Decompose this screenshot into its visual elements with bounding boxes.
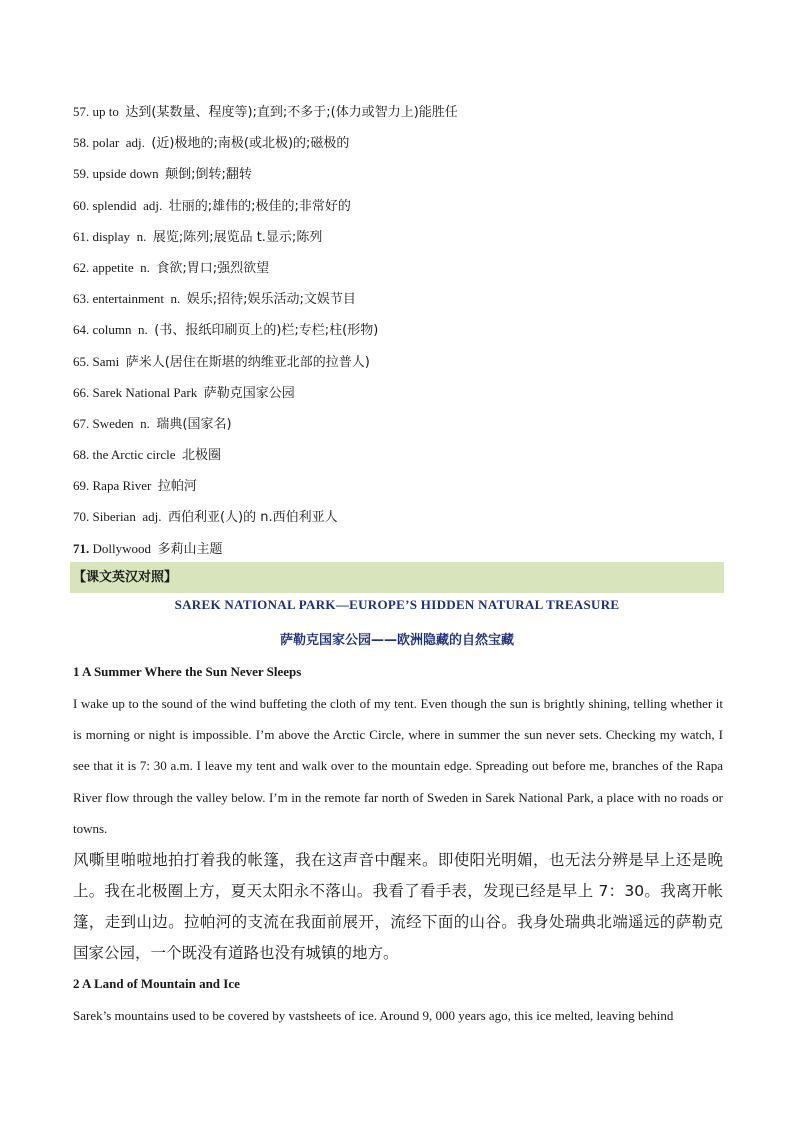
vocab-item bbox=[73, 127, 723, 158]
vocab-number: 66. bbox=[73, 384, 90, 400]
vocab-definition: 娱乐;招待;娱乐活动;文娱节目 bbox=[186, 292, 356, 308]
vocab-term: splendid bbox=[92, 197, 137, 213]
vocab-term: Dollywood bbox=[92, 540, 151, 556]
vocab-item bbox=[73, 314, 723, 345]
vocab-definition: 萨米人(居住在斯堪的纳维亚北部的拉普人) bbox=[125, 354, 370, 370]
vocab-number: 57. bbox=[73, 104, 90, 119]
vocab-number: 67. bbox=[73, 415, 90, 431]
vocab-term: the Arctic circle bbox=[92, 447, 176, 463]
title-english: SAREK NATIONAL PARK—EUROPE’S HIDDEN NATURAL TREASURE bbox=[174, 597, 620, 612]
vocab-definition: 壮丽的;雄伟的;极佳的;非常好的 bbox=[168, 198, 351, 214]
vocab-definition: 食欲;胃口;强烈欲望 bbox=[156, 260, 270, 276]
vocab-term: display bbox=[92, 228, 131, 244]
vocab-item bbox=[73, 439, 723, 470]
vocab-term: up to bbox=[92, 104, 119, 119]
vocab-number: 63. bbox=[73, 291, 90, 307]
vocab-item bbox=[73, 283, 723, 314]
vocab-term: polar bbox=[92, 135, 120, 151]
vocab-part-of-speech: n. bbox=[136, 228, 147, 244]
vocab-part-of-speech: adj. bbox=[143, 197, 163, 213]
vocab-item bbox=[73, 533, 723, 564]
vocab-item bbox=[73, 408, 723, 439]
vocab-definition: 西伯利亚(人)的 n.西伯利亚人 bbox=[167, 510, 338, 526]
vocab-number: 60. bbox=[73, 197, 90, 213]
vocab-number: 64. bbox=[73, 322, 90, 338]
section-heading-1: 1 A Summer Where the Sun Never Sleeps bbox=[73, 664, 302, 679]
vocab-definition: (近)极地的;南极(或北极)的;磁极的 bbox=[151, 136, 350, 152]
vocab-definition: 萨勒克国家公园 bbox=[203, 385, 295, 401]
vocab-part-of-speech: n. bbox=[170, 291, 181, 307]
vocabulary-list bbox=[73, 96, 723, 564]
vocab-item bbox=[73, 221, 723, 252]
vocab-part-of-speech: adj. bbox=[142, 509, 162, 525]
paragraph-1-chinese: 风嘶里啪啦地拍打着我的帐篷，我在这声音中醒来。即使阳光明媚，也无法分辨是早上还是晚上。我在北极圈上方，夏天太阳永不落山。我看了看手表，发现已经是早上 7：30。我离开帐篷，走到山边。拉帕河的支流在我面前展开，流经下面的山谷。我身处瑞典北端遥远的萨勒克国家公园，一个既没有道路也没有城镇的地方。 bbox=[73, 851, 723, 962]
vocab-definition: (书、报纸印刷页上的)栏;专栏;柱(形物) bbox=[154, 323, 379, 339]
vocab-item bbox=[73, 470, 723, 501]
vocab-item bbox=[73, 501, 723, 532]
vocab-item bbox=[73, 96, 723, 127]
vocab-number: 69. bbox=[73, 478, 90, 494]
vocab-item bbox=[73, 190, 723, 221]
vocab-definition: 拉帕河 bbox=[157, 479, 197, 495]
vocab-item bbox=[73, 377, 723, 408]
paragraph-1-english: I wake up to the sound of the wind buffeting the cloth of my tent. Even though the sun is brightly shining, telling whether it is morning or night is impossible. I’m above the Arctic Circle, where in summer the sun never sets. Checking my watch, I see that it is 7: 30 a.m. I leave my tent and walk over to the mountain edge. Spreading out before me, branches of the Rapa River flow through the valley below. I’m in the remote far north of Sweden in Sarek National Park, a place with no roads or towns. bbox=[73, 696, 723, 836]
vocab-definition: 达到(某数量、程度等);直到;不多于;(体力或智力上)能胜任 bbox=[125, 105, 458, 120]
vocab-term: Rapa River bbox=[92, 478, 152, 494]
vocab-number: 68. bbox=[73, 447, 90, 463]
vocab-definition: 北极圈 bbox=[182, 448, 222, 464]
vocab-term: Siberian bbox=[92, 509, 136, 525]
vocab-item bbox=[73, 158, 723, 189]
vocab-number: 61. bbox=[73, 228, 90, 244]
vocab-part-of-speech: adj. bbox=[125, 135, 145, 151]
vocab-number: 58. bbox=[73, 135, 90, 151]
section-heading-2: 2 A Land of Mountain and Ice bbox=[73, 976, 240, 991]
vocab-item bbox=[73, 346, 723, 377]
vocab-term: entertainment bbox=[92, 291, 164, 307]
vocab-definition: 瑞典(国家名) bbox=[156, 416, 232, 432]
vocab-part-of-speech: n. bbox=[138, 322, 148, 338]
title-chinese: 萨勒克国家公园——欧洲隐藏的自然宝藏 bbox=[279, 633, 514, 648]
vocab-term: upside down bbox=[92, 166, 159, 182]
paragraph-2-english: Sarek’s mountains used to be covered by vastsheets of ice. Around 9, 000 years ago, this ice melted, leaving behind bbox=[73, 1008, 674, 1023]
vocab-number: 62. bbox=[73, 259, 90, 275]
vocab-definition: 颠倒;倒转;翻转 bbox=[165, 167, 252, 183]
vocab-number: 59. bbox=[73, 166, 90, 182]
section-banner: 【课文英汉对照】 bbox=[70, 562, 724, 593]
vocab-definition: 多莉山主题 bbox=[157, 541, 223, 557]
vocab-definition: 展览;陈列;展览品 t.显示;陈列 bbox=[152, 229, 323, 245]
vocab-number: 70. bbox=[73, 509, 90, 525]
vocab-part-of-speech: n. bbox=[140, 259, 150, 275]
vocab-term: Sami bbox=[92, 353, 120, 369]
vocab-term: Sarek National Park bbox=[92, 384, 198, 400]
vocab-number: 71. bbox=[73, 540, 90, 556]
vocab-term: column bbox=[92, 322, 132, 338]
vocab-part-of-speech: n. bbox=[140, 415, 150, 431]
vocab-number: 65. bbox=[73, 353, 90, 369]
vocab-item bbox=[73, 252, 723, 283]
vocab-term: appetite bbox=[92, 259, 134, 275]
vocab-term: Sweden bbox=[92, 415, 134, 431]
